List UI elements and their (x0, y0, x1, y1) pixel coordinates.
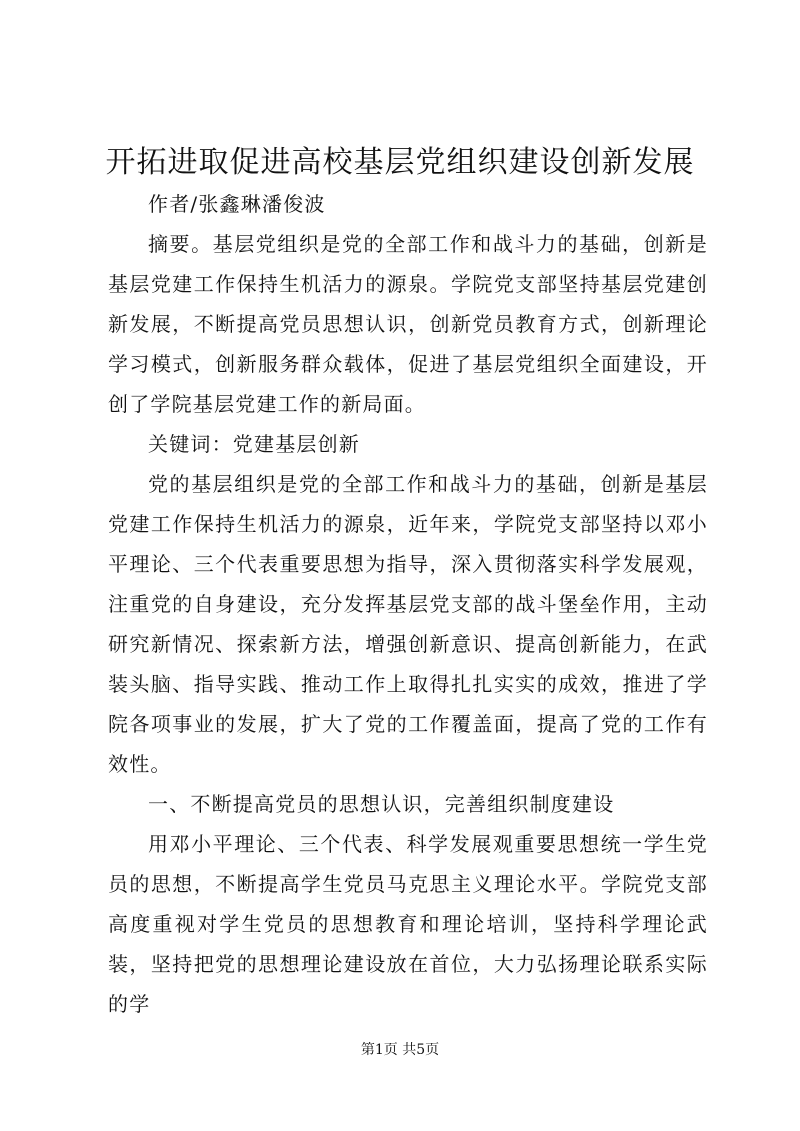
document-body (108, 184, 708, 1024)
section-heading: 一、不断提高党员的思想认识，完善组织制度建设 (148, 792, 615, 816)
body-paragraph: 党的基层组织是党的全部工作和战斗力的基础，创新是基层党建工作保持生机活力的源泉，近年来，学院党支部坚持以邓小平理论、三个代表重要思想为指导，深入贯彻落实科学发展观，注重党的自身建设，充分发挥基层党支部的战斗堡垒作用，主动研究新情况、探索新方法，增强创新意识、提高创新能力，在武装头脑、指导实践、推动工作上取得扎扎实实的成效，推进了学院各项事业的发展，扩大了党的工作覆盖面，提高了党的工作有效性。 (108, 472, 708, 776)
author-line: 作者/张鑫琳潘俊波 (148, 192, 326, 216)
abstract-paragraph: 摘要。基层党组织是党的全部工作和战斗力的基础，创新是基层党建工作保持生机活力的源泉。学院党支部坚持基层党建创新发展，不断提高党员思想认识，创新党员教育方式，创新理论学习模式，创新服务群众载体，促进了基层党组织全面建设，开创了学院基层党建工作的新局面。 (108, 232, 708, 416)
body-paragraph: 用邓小平理论、三个代表、科学发展观重要思想统一学生党员的思想，不断提高学生党员马克思主义理论水平。学院党支部高度重视对学生党员的思想教育和理论培训，坚持科学理论武装，坚持把党的思想理论建设放在首位，大力弘扬理论联系实际的学 (108, 832, 708, 1016)
keywords-line: 关键词：党建基层创新 (148, 432, 360, 456)
page-footer: 第1页 共5页 (360, 1042, 440, 1058)
document-title: 开拓进取促进高校基层党组织建设创新发展 (105, 145, 695, 180)
